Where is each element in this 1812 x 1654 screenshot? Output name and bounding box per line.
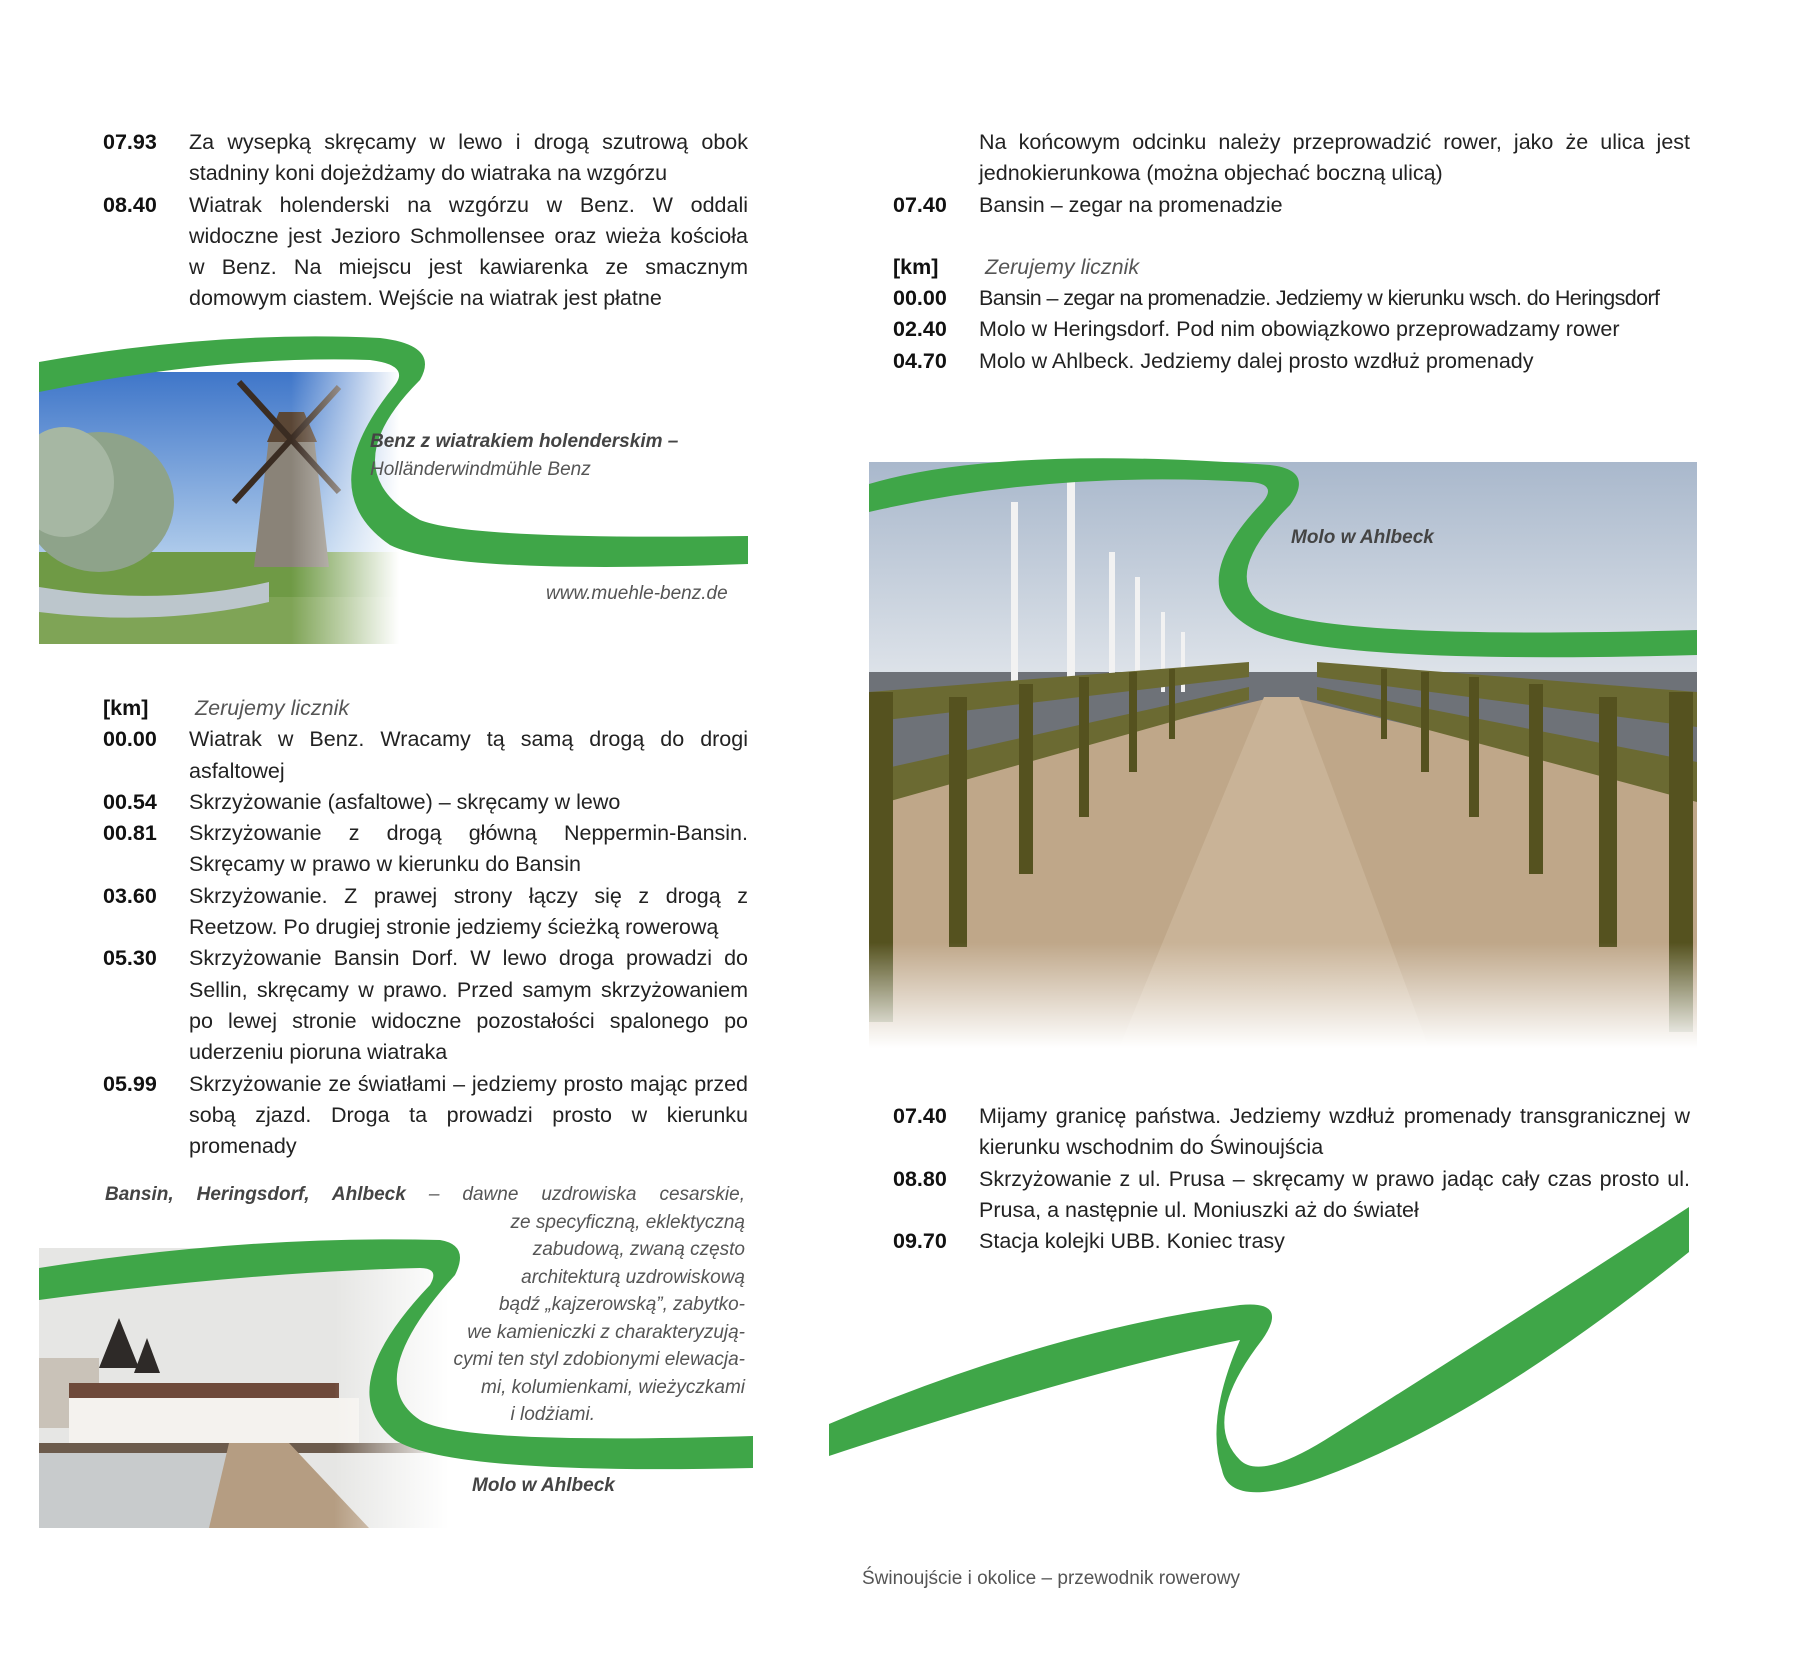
route-km: 07.93 [103,130,157,154]
km-unit-label: [km] [103,696,149,720]
route-entry [893,1101,1690,1164]
route-text: Skrzyżowanie ze światłami – jedziemy prosto mając przed sobą zjazd. Droga ta prowadzi prosto w kierunku promenady [189,1071,748,1159]
spa-description-line: architekturą uzdrowiskową [521,1266,745,1288]
route-km: 08.80 [893,1166,947,1191]
spa-description-line: cymi ten styl zdobionymi elewacja- [453,1349,745,1370]
green-wave-pier [869,458,1697,657]
route-text: Skrzyżowanie Bansin Dorf. W lewo droga prowadzi do Sellin, skręcamy w prawo. Przed samym skrzyżowaniem po lewej stronie widoczne pozostałości spalonego po uderzeniu pioruna wiatraka [189,946,748,1065]
route-km: 00.00 [103,727,157,752]
route-text: Stacja kolejki UBB. Koniec trasy [979,1229,1285,1254]
route-text: Bansin – zegar na promenadzie. Jedziemy w kierunku wsch. do Heringsdorf [979,286,1660,311]
route-text: Skrzyżowanie z drogą główną Neppermin-Bansin. Skręcamy w prawo w kierunku do Bansin [189,821,748,877]
route-text: Skrzyżowanie. Z prawej strony łączy się z drogą z Reetzow. Po drugiej stronie jedziemy ścieżką rowerową [189,883,748,940]
route-text: Skrzyżowanie z ul. Prusa – skręcamy w prawo jadąc cały czas prosto ul. Prusa, a następnie ul. Moniuszki aż do świateł [979,1166,1690,1222]
odometer-reset-header [893,252,1690,283]
route-km: 00.00 [893,286,947,311]
route-continuation [893,127,1690,190]
route-km: 00.54 [103,789,157,814]
spa-description-line: zabudową, zwaną często [532,1239,745,1260]
spa-description-line: bądź „kajzerowską”, zabytko- [498,1294,745,1315]
route-entry [893,1164,1690,1227]
windmill-caption-subtitle: Holländerwindmühle Benz [370,459,591,480]
route-text: Mijamy granicę państwa. Jedziemy wzdłuż promenady transgranicznej w kierunku wschodnim do Świnoujścia [979,1104,1690,1160]
route-entry [103,881,748,944]
route-text: Na końcowym odcinku należy przeprowadzić rower, jako że ulica jest jednokierunkowa (można objechać boczną ulicą) [979,130,1690,186]
pier-photo-caption: Molo w Ahlbeck [1291,527,1434,548]
route-km: 03.60 [103,883,157,908]
route-km: 08.40 [103,192,157,217]
right-route-top [893,127,1690,377]
route-km: 05.99 [103,1071,157,1096]
route-km: 07.40 [893,1104,947,1128]
spa-description-line: Bansin, Heringsdorf, Ahlbeck – dawne uzdrowiska cesarskie, [105,1184,745,1205]
route-text: Molo w Ahlbeck. Jedziemy dalej prosto wzdłuż promenady [979,348,1534,373]
route-entry [893,190,1690,221]
route-entry [103,943,748,1068]
windmill-caption [370,428,678,484]
route-entry [893,346,1690,377]
route-km: 00.81 [103,821,157,846]
route-text: Bansin – zegar na promenadzie [979,192,1283,217]
route-text: Za wysepką skręcamy w lewo i drogą szutrową obok stadniny koni dojeżdżamy do wiatraka na wzgórzu [189,130,748,186]
route-entry [893,1226,1690,1257]
spa-description-line: i lodżiami. [510,1404,595,1425]
windmill-website-link[interactable]: www.muehle-benz.de [546,583,728,604]
spa-description [105,1181,745,1429]
route-text: Skrzyżowanie (asfaltowe) – skręcamy w lewo [189,789,621,814]
route-entry [103,818,748,881]
route-entry [103,1069,748,1163]
pavilion-photo-caption: Molo w Ahlbeck [472,1475,615,1496]
odometer-reset-label: Zerujemy licznik [195,696,350,720]
km-unit-label: [km] [893,254,939,279]
left-route-bottom [103,693,748,1162]
route-km: 07.40 [893,192,947,217]
spa-towns: Bansin, Heringsdorf, Ahlbeck [105,1184,406,1205]
route-km: 05.30 [103,946,157,971]
route-text: Wiatrak holenderski na wzgórzu w Benz. W oddali widoczne jest Jezioro Schmollensee oraz wieża kościoła w Benz. Na miejscu jest kawiarenka ze smacznym domowym ciastem. Wejście na wiatrak jest płatne [189,192,748,311]
route-km: 04.70 [893,348,947,373]
windmill-caption-title: Benz z wiatrakiem holenderskim – [370,431,679,452]
route-entry [893,283,1690,314]
route-text: Wiatrak w Benz. Wracamy tą samą drogą do drogi asfaltowej [189,727,748,783]
route-entry [103,724,748,787]
odometer-reset-header [103,693,748,724]
route-entry [103,787,748,818]
spa-description-line: we kamieniczki z charakteryzują- [467,1321,745,1343]
page-footer: Świnoujście i okolice – przewodnik rowerowy [862,1568,1241,1589]
route-km: 09.70 [893,1229,947,1254]
route-text: Molo w Heringsdorf. Pod nim obowiązkowo przeprowadzamy rower [979,317,1620,342]
right-route-bottom [893,1101,1690,1257]
odometer-reset-label: Zerujemy licznik [985,254,1140,279]
route-entry [893,314,1690,345]
route-km: 02.40 [893,317,947,342]
spa-description-line: mi, kolumienkami, wieżyczkami [481,1376,745,1398]
spa-description-line: ze specyficzną, eklektyczną [510,1211,745,1233]
